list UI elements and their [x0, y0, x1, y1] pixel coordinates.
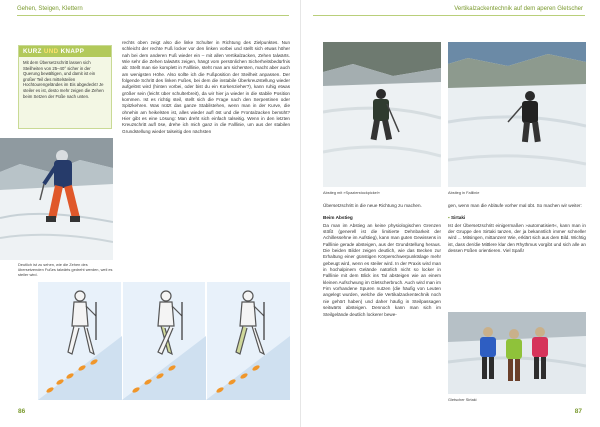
heading-sirtaki: ▪ Sirtaki	[448, 215, 466, 221]
page-number-left: 86	[18, 408, 26, 415]
photo-descent-fall-line	[448, 42, 586, 187]
photo-descent-walking-stick	[323, 42, 441, 187]
infobox-title: KURZ UND KNAPP	[19, 46, 111, 57]
right-page	[300, 0, 600, 427]
caption-descent-stick: Abstieg mit »Spazierstockpickel«	[323, 190, 380, 195]
kurz-und-knapp-box	[18, 45, 112, 129]
page-number-right: 87	[574, 408, 582, 415]
right-page-header: Vertikalzackentechnik auf dem aperen Gletscher	[454, 6, 583, 12]
photo-climber-traverse	[0, 138, 113, 260]
photo-caption-left: Deutlich ist zu sehen, wie die Zehen des übersetzenden Fußes talwärts gedreht werden, weil es steiler wird.	[18, 262, 113, 277]
photo-gletscher-sirtaki	[448, 312, 586, 394]
left-page-header: Gehen, Steigen, Klettern	[17, 6, 83, 12]
left-body-column: rechts oben zeigt also die linke Schulter in Richtung des Zielpunktes. Nun schleicht der rechte Fuß locker vor den linken vorbei und stellt sich etwas höher nah bei dem anderen Fuß wieder ein – mit allen Vertikalzacken, Zehen talwärts. Wie sehr die Zehen talwärts zeigen, hängt vom persönlichen Sicherheitsbedürfnis ab: Stellt man sie komplett in Falllinie, steht man am sichersten, macht aber auch am wenigsten Höhe. Also sollte ich die Fußposition der Steilheit anpassen. Der folgende Schritt des linken Fußes, bei dem die instabile Überkreuzstellung wieder aufgelöst wird (hinten vorbei, oder bist du ein Korkenzieher?), kann ruhig etwas größer sein (leicht über schulterbreit), da wir hier ja wieder in die stabile Position kommen. Ist es richtig steil, stellt sich die Frage nach den Serpentinen oder Spitzkehren. Was nützt das ganze Stabilstehen, wenn man in der Kurve, die ohnehin am heikelsten ist, alles wieder aufl öst und die Frontalzacken bemüht? Hier gibt es eine Lösung: Man dreht sich einfach talseitig. Wenn in den letzten Kreuzschritt aufl öse, drehe ich mich ganz in die Falllinie, um aus der stabilen Grundstellung wieder talseitig den nächsten	[122, 40, 290, 134]
right-header-rule	[313, 15, 585, 16]
left-header-rule	[17, 15, 289, 16]
right-body-column-2: gen, wenn man die Abläufe vorher mal übt. So machen wir weiter: ▪ Sirtaki Ist der Übersetzschritt einigermaßen »automatisiert«, kann man in der Gruppe den Sirtaki tanzen, der ja bekanntlich immer schneller wird ... Mitsingen, mittanzen! Wie, erklärt sich aus dem Bild. Wichtig ist, dass der/die Mittlere klar den Rhythmus vorgibt und sich alle an dessen Füßen orientieren. Viel Spaß!	[448, 203, 586, 254]
caption-fall-line: Abstieg in Falllinie	[448, 190, 480, 195]
footwork-illustration	[38, 282, 290, 400]
caption-sirtaki: Gletscher Sirtaki	[448, 397, 477, 402]
right-body-column-1: Übersetzschritt in die neue Richtung zu machen. Beim Abstieg Da man im Abstieg an keine physiologischen Grenzen stößt (generell ist die limitierte Dehnbarkeit der Achillessehne im Aufstieg), kann man guten Gewissens in Falllinie gerade absteigen, aus der Grundstellung heraus. Die beiden Bilder zeigen deutlich, wie das Becken zur Erhaltung einer günstigen Körperschwerpunktslage mehr gebeugt wird, wenn es steiler wird. In der Praxis wird man in hochalpinem Gelände natürlich nicht so locker in Falllinie mit dem Blick ins Tal absteigen wie an einem kleinen Aufschwung im Gletscherbruch. Auch wird man im Firn vorhandene Spuren nutzen (die häufig von Leuten angelegt wurden, welche die Vertikalzackentechnik noch nie gehört haben) und daher häufig in Steilpassagen seitwärts absteigen. Dennoch kann man sich im Steilgelände deutlich lockerer bewe-	[323, 203, 441, 317]
heading-beim-abstieg: Beim Abstieg	[323, 215, 353, 221]
infobox-text: Mit dem Übersetzschritt lassen sich Steilheiten von 25–40° sicher in der Querung bewältigen, und damit ist ein großer Teil des mittelsteilen Hochtourengeländes im Eis abgedeckt! Je steiler es ist, desto mehr zeigen die Zehen beim Setzen der Füße nach unten.	[23, 60, 104, 99]
